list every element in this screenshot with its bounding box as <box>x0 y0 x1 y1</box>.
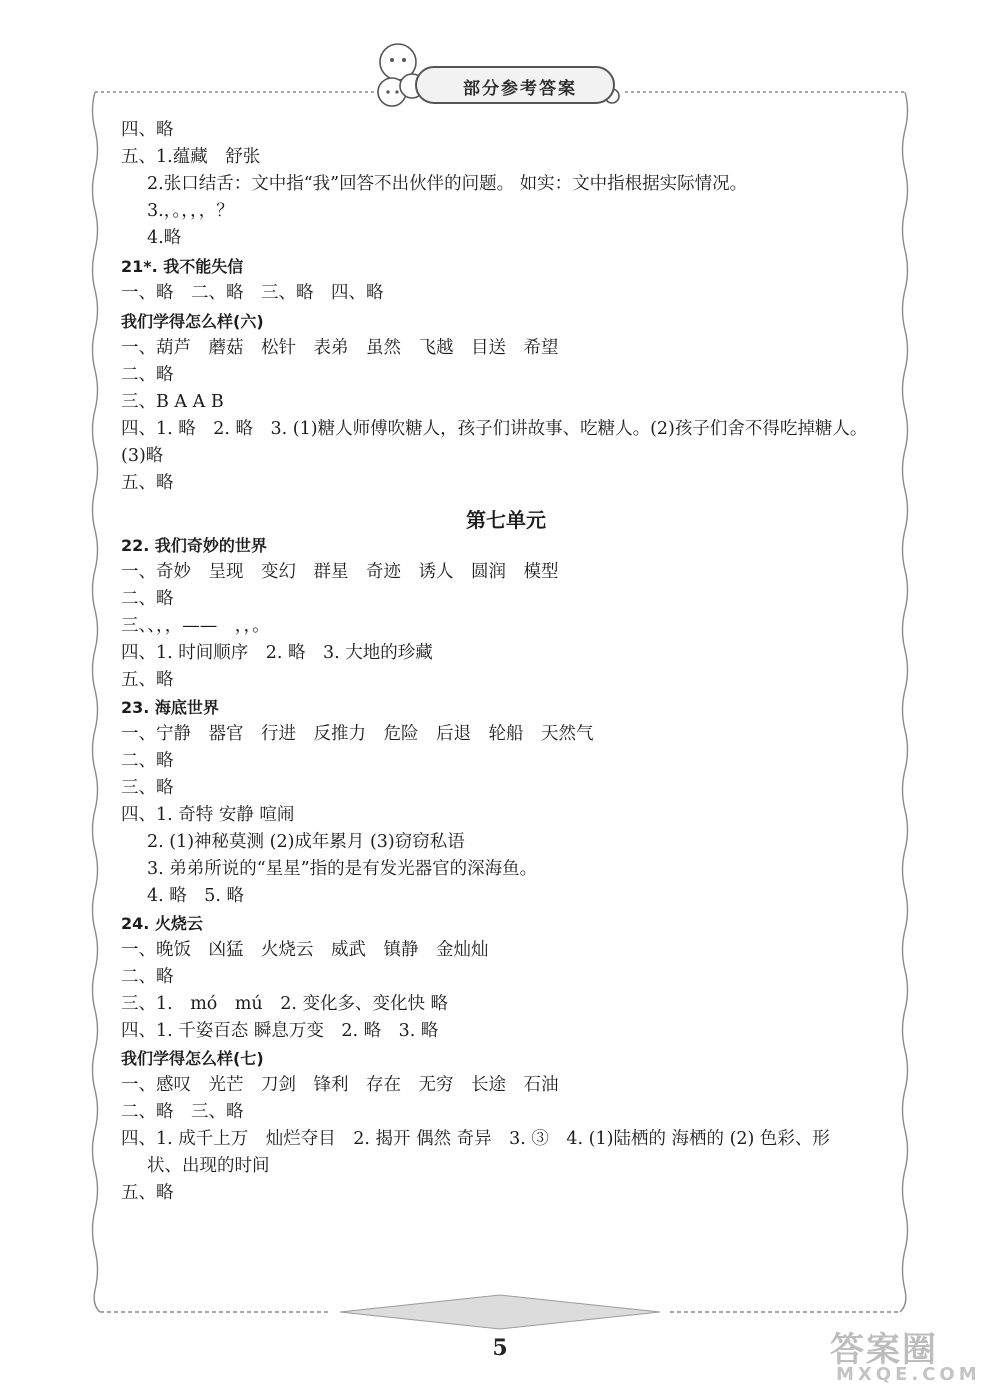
answer-line: 五、略 <box>121 473 174 493</box>
answer-line: 二、略 <box>121 365 174 385</box>
answer-line: 2.张口结舌：文中指“我”回答不出伙伴的问题。 如实：文中指根据实际情况。 <box>147 174 748 194</box>
answer-line: 五、1.蕴藏 舒张 <box>121 147 261 167</box>
answer-line: 一、感叹 光芒 刀剑 锋利 存在 无穷 长途 石油 <box>121 1075 559 1095</box>
answer-line: 五、略 <box>121 1183 174 1203</box>
answer-line: 三、略 <box>121 778 174 798</box>
answer-line: 一、奇妙 呈现 变幻 群星 奇迹 诱人 圆润 模型 <box>121 562 559 582</box>
answer-line: 四、1. 奇特 安静 喧闹 <box>121 805 295 825</box>
answer-line: 状、出现的时间 <box>147 1156 270 1176</box>
answer-line: 一、宁静 器官 行进 反推力 危险 后退 轮船 天然气 <box>121 724 594 744</box>
lesson-title: 我们学得怎么样(六) <box>121 312 264 331</box>
answer-line: (3)略 <box>121 446 164 466</box>
answer-line: 二、略 三、略 <box>121 1102 244 1122</box>
lesson-title: 24. 火烧云 <box>121 914 203 933</box>
lesson-title: 21*. 我不能失信 <box>121 257 244 276</box>
answer-line: 2. (1)神秘莫测 (2)成年累月 (3)窃窃私语 <box>147 832 465 852</box>
watermark-main: 答案圈 <box>830 1330 938 1370</box>
page-number: 5 <box>492 1335 508 1361</box>
lesson-title: 22. 我们奇妙的世界 <box>121 536 267 555</box>
answer-line: 三、、，，—— ，，。 <box>121 616 270 636</box>
watermark-sub: MXQE.COM <box>836 1364 981 1385</box>
answer-line: 一、葫芦 蘑菇 松针 表弟 虽然 飞越 目送 希望 <box>121 338 559 358</box>
answer-line: 二、略 <box>121 751 174 771</box>
answer-line: 三、1. mó mú 2. 变化多、变化快 略 <box>121 994 449 1014</box>
answer-line: 二、略 <box>121 967 174 987</box>
answer-line: 五、略 <box>121 670 174 690</box>
answer-line: 4. 略 5. 略 <box>147 886 245 906</box>
answer-line: 三、B A A B <box>121 392 224 412</box>
answer-line: 一、晚饭 凶猛 火烧云 威武 镇静 金灿灿 <box>121 940 489 960</box>
answer-line: 四、1. 略 2. 略 3. (1)糖人师傅吹糖人，孩子们讲故事、吃糖人。(2)孩子们舍不得吃掉糖人。 <box>121 419 868 439</box>
lesson-title: 23. 海底世界 <box>121 698 219 717</box>
lesson-title: 我们学得怎么样(七) <box>121 1049 264 1068</box>
answer-line: 4.略 <box>147 228 182 248</box>
answer-line: 四、1. 千姿百态 瞬息万变 2. 略 3. 略 <box>121 1021 439 1041</box>
answer-line: 3.，。，，，？ <box>147 201 234 221</box>
answer-line: 一、略 二、略 三、略 四、略 <box>121 283 384 303</box>
answer-line: 二、略 <box>121 589 174 609</box>
section-header <box>415 62 615 110</box>
answer-line: 3. 弟弟所说的“星星”指的是有发光器官的深海鱼。 <box>147 859 538 879</box>
answer-line: 四、1. 成千上万 灿烂夺目 2. 揭开 偶然 奇异 3. ③ 4. (1)陆栖的 海栖的 (2) 色彩、形 <box>121 1129 830 1149</box>
answer-line: 四、1. 时间顺序 2. 略 3. 大地的珍藏 <box>121 643 433 663</box>
header-title: 部分参考答案 <box>463 79 577 99</box>
answer-line: 四、略 <box>121 120 174 140</box>
unit-title: 第七单元 <box>466 508 546 532</box>
watermark-logo <box>822 1322 992 1388</box>
